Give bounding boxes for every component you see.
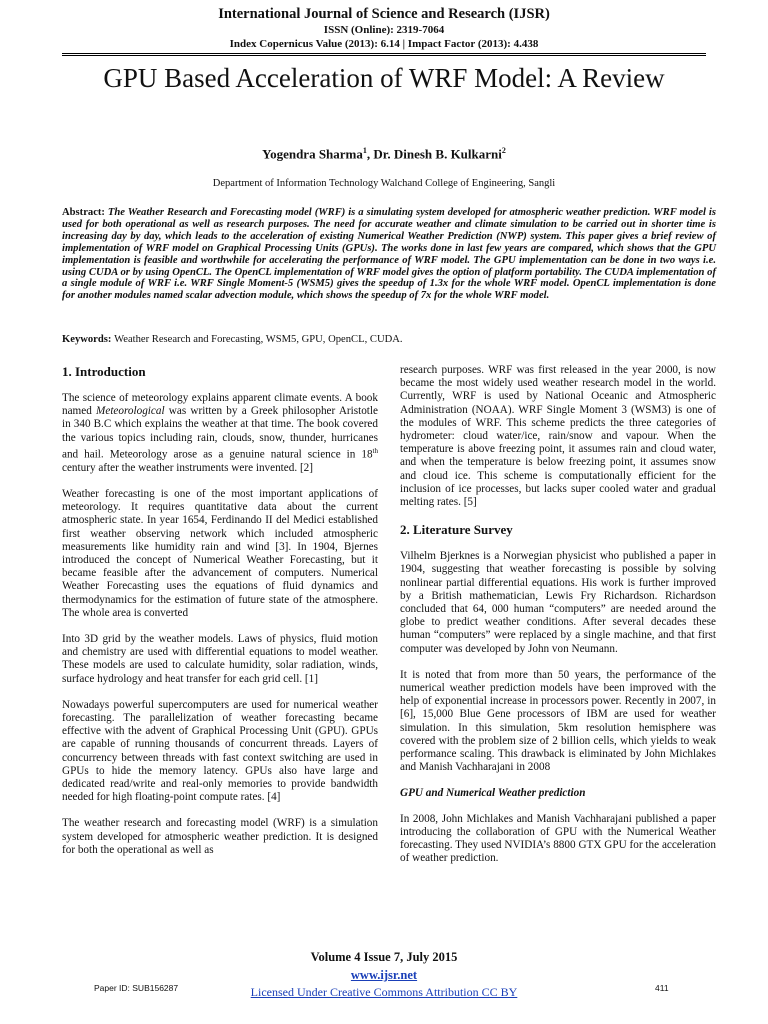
abstract-label: Abstract: — [62, 207, 108, 218]
paragraph: It is noted that from more than 50 years, the performance of the numerical weather prediction models have been improved with the help of exponential increase in processors power. Recently in 2007, in [6], 15,000 Blue Gene processors of IBM are used for weather simulation. In this simulation, 5km resolution hemisphere was covered with the problem size of 2 billion cells, which yields to weak performance scaling. This drawback is eliminated by John Michlakes and Manish Vachharajani in 2008 — [400, 668, 716, 774]
p1-c: century after the weather instruments were invented. [2] — [62, 461, 313, 474]
abstract-text: The Weather Research and Forecasting model (WRF) is a simulating system developed for atmospheric weather prediction. WRF model is used for both operational as well as research purposes. The need for accurate weather and climate simulation to be carried out in shorter time is increasing day by day, which leads to the acceleration of existing Numerical Weather Prediction (NWP) system. This paper gives a brief review of implementation of WRF model on Graphical Processing Units (GPUs). The works done in last few years are compared, which shows that the GPU implementation is feasible and worthwhile for accelerating the performance of WRF model. The GPU implementation can be done in two ways i.e. using CUDA or by using OpenCL. The OpenCL implementation of WRF model gives the option of platform portability. The CUDA implementation of a single module of WRF i.e. WRF Single Moment-5 (WSM5) gives the speedup of 1.3x for the whole WRF model. OpenCL implementation is done for another modules named scalar advection module, which shows the speedup of 7x for the whole WRF model. — [62, 207, 716, 302]
paper-title: GPU Based Acceleration of WRF Model: A Review — [103, 63, 665, 93]
paragraph: Nowadays powerful supercomputers are used for numerical weather forecasting. The parallelization of weather forecasting became effective with the advent of Graphical Processing Unit (GPU). GPUs are capable of running thousands of concurrent threads. Layers of concurrency between threads with fast context switching are used in GPUs to hide the memory latency. GPUs also have large and dedicated read/write and real-only memories to provide bandwidth needed for high floating-point compute rates. [4] — [62, 698, 378, 804]
author-2: Dr. Dinesh B. Kulkarni — [373, 146, 502, 162]
keywords-text: Weather Research and Forecasting, WSM5, GPU, OpenCL, CUDA. — [114, 334, 403, 345]
paragraph: In 2008, John Michlakes and Manish Vachharajani published a paper introducing the collaboration of GPU with the Numerical Weather forecasting. They used NVIDIA’s 8800 GTX GPU for the acceleration of weather prediction. — [400, 812, 716, 865]
p1-a: The science of meteorology explains apparent climate events. A book named — [62, 392, 378, 418]
abstract — [62, 207, 716, 302]
footer-url-link[interactable]: www.ijsr.net — [350, 968, 418, 982]
page-number: 411 — [655, 983, 669, 993]
left-column — [62, 364, 378, 870]
affiliation: Department of Information Technology Walchand College of Engineering, Sangli — [212, 178, 556, 189]
p1-sup: th — [372, 446, 378, 455]
author-sep: , — [366, 146, 374, 162]
section-heading-introduction: 1. Introduction — [62, 364, 146, 379]
paragraph: Vilhelm Bjerknes is a Norwegian physicist who published a paper in 1904, suggesting that weather forecasting is possible by solving nonlinear partial differential equations. His work is further improved by a British mathematician, Lewis Fry Richardson. Richardson concluded that 64, 000 human “computers” are needed around the globe to predict weather conditions. After several decades these human “computers” were replaced by a single machine, and that first computer was developed by John von Neumann. — [400, 550, 716, 655]
section-heading-literature-survey: 2. Literature Survey — [400, 522, 513, 538]
right-column — [400, 364, 716, 879]
journal-name: International Journal of Science and Research (IJSR) — [218, 6, 550, 22]
author-2-sup: 2 — [501, 146, 506, 155]
index-value: Index Copernicus Value (2013): 6.14 | Impact Factor (2013): 4.438 — [229, 38, 539, 50]
paragraph: The weather research and forecasting model (WRF) is a simulation system developed for atmospheric weather prediction. It is designed for both the operational as well as — [62, 817, 378, 856]
p1-em: Meteorological — [96, 405, 165, 418]
paragraph: research purposes. WRF was first released in the year 2000, is now became the most widely used weather research model in the world. Currently, WRF is used by National Oceanic and Atmospheric Administration (NOAA). WRF Single Moment 3 (WSM3) is one of the modules of WRF. This scheme predicts the three categories of hydrometer: cloud water/ice, rain/snow and vapour. When the temperature is above freezing point, it assumes rain and cloud water, and when the temperature is below freezing point, it assumes snow and cloud ice. This scheme is computationally efficient for the inclusion of ice processes, but lacks super cooled water and gradual melting rates. [5] — [400, 364, 716, 509]
header-rule — [62, 53, 706, 54]
keywords — [62, 334, 716, 345]
keywords-label: Keywords: — [62, 334, 115, 345]
paper-id: Paper ID: SUB156287 — [94, 983, 179, 993]
author-1-sup: 1 — [362, 146, 367, 155]
header-rule-2 — [62, 55, 706, 56]
footer-volume: Volume 4 Issue 7, July 2015 — [310, 950, 458, 964]
p1-b: was written by a Greek philosopher Aristotle in 340 B.C which explains the weather at that time. The book covered the various topics including rain, clouds, snow, thunder, hurricanes and hail. Meteorology arose as a genuine natural science in 18 — [62, 405, 378, 461]
paragraph — [62, 392, 378, 475]
paragraph: Into 3D grid by the weather models. Laws of physics, fluid motion and chemistry are used with differential equations to model weather. These models are used to calculate humidity, solar radiation, winds, surface hydrology and heat transfer for each grid cell. [1] — [62, 632, 378, 685]
issn: ISSN (Online): 2319-7064 — [323, 24, 445, 36]
journal-header — [0, 6, 768, 51]
author-1: Yogendra Sharma — [262, 146, 363, 162]
footer-license-link[interactable]: Licensed Under Creative Commons Attribution CC BY — [250, 985, 518, 999]
paragraph: Weather forecasting is one of the most important applications of meteorology. It requires quantitative data about the current atmospheric state. In year 1654, Ferdinando II del Medici established first weather observing network which included atmospheric measurements like humidity rain and wind [3]. In 1904, Bjernes introduced the concept of Numerical Weather Forecasting, but it became feasible after the advancement of computers. Numerical Weather Forecasting uses the equations of fluid dynamics and thermodynamics for the estimation of future state of the atmosphere. The whole area is converted — [62, 487, 378, 619]
authors — [0, 146, 768, 162]
subsection-heading: GPU and Numerical Weather prediction — [400, 787, 586, 800]
